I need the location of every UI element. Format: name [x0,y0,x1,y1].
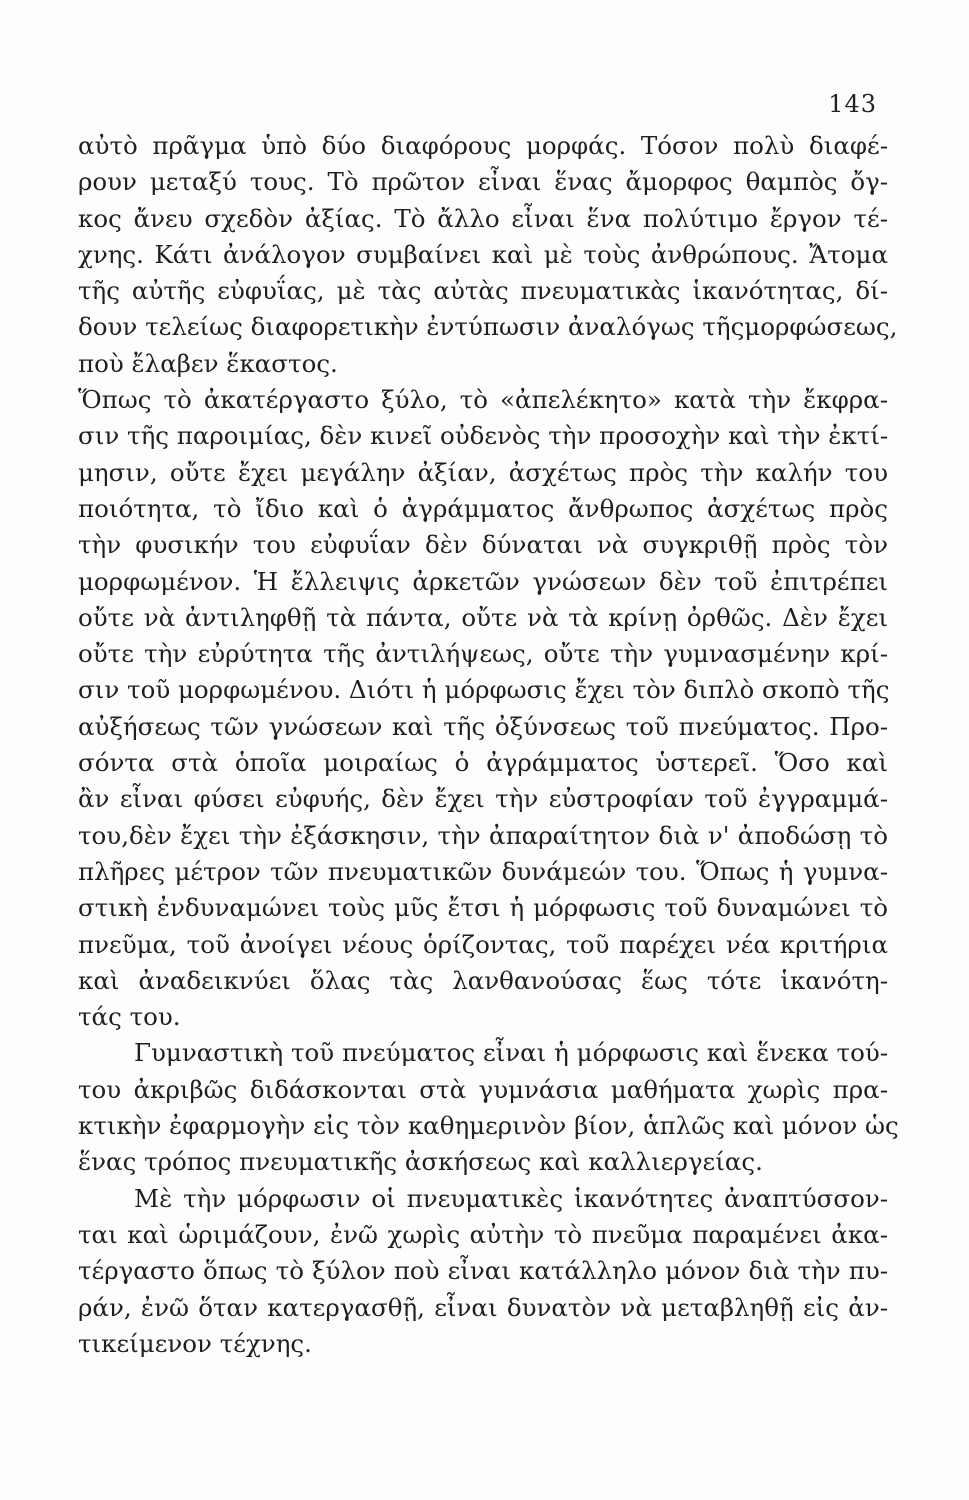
text-line: πνεῦμα, τοῦ ἀνοίγει νέους ὁρίζοντας, τοῦ παρέχει νέα κριτήρια [78,929,888,959]
body-text [78,128,899,1362]
text-line: αὐτὸ πρᾶγμα ὑπὸ δύο διαφόρους μορφάς. Τόσον πολὺ διαφέ- [78,131,888,160]
text-line: κτικὴν ἐφαρμογὴν εἰς τὸν καθημερινὸν βίον, ἁπλῶς καὶ μόνον ὡς [78,1111,899,1141]
text-line: ποὺ ἔλαβεν ἕκαστος. [78,348,338,378]
text-line: ράν, ἐνῶ ὅταν κατεργασθῇ, εἶναι δυνατὸν νὰ μεταβληθῇ εἰς ἀν- [78,1292,888,1322]
text-line: του ἀκριβῶς διδάσκονται στὰ γυμνάσια μαθήματα χωρὶς πρα- [78,1074,888,1104]
text-line: Γυμναστικὴ τοῦ πνεύματος εἶναι ἡ μόρφωσις καὶ ἕνεκα τού- [134,1038,888,1068]
text-line: πλῆρες μέτρον τῶν πνευματικῶν δυνάμεών του. Ὅπως ἡ γυμνα- [78,856,888,886]
text-line: δουν τελείως διαφορετικὴν ἐντύπωσιν ἀναλόγως τῆςμορφώσεως, [78,312,898,342]
text-line: ρουν μεταξύ τους. Τὸ πρῶτον εἶναι ἕνας ἄμορφος θαμπὸς ὄγ- [78,167,888,197]
text-line: σόντα στὰ ὁποῖα μοιραίως ὁ ἀγράμματος ὑστερεῖ. Ὅσο καὶ [78,748,888,778]
paragraph [78,128,898,382]
paragraph [78,1181,888,1362]
text-line: ποιότητα, τὸ ἴδιο καὶ ὁ ἀγράμματος ἄνθρωπος ἀσχέτως πρὸς [78,493,888,523]
text-line: καὶ ἀναδεικνύει ὅλας τὰς λανθανούσας ἕως τότε ἱκανότη- [78,965,888,995]
text-line: οὔτε τὴν εὐρύτητα τῆς ἀντιλήψεως, οὔτε τὴν γυμνασμένην κρί- [78,639,888,669]
text-line: τέργαστο ὅπως τὸ ξύλον ποὺ εἶναι κατάλληλο μόνον διὰ τὴν πυ- [78,1256,888,1286]
text-line: στικὴ ἐνδυναμώνει τοὺς μῦς ἔτσι ἡ μόρφωσις τοῦ δυναμώνει τὸ [78,893,888,923]
text-line: χνης. Κάτι ἀνάλογον συμβαίνει καὶ μὲ τοὺς ἀνθρώπους. Ἄτομα [78,239,888,269]
text-line: τάς του. [78,1002,181,1032]
text-line: τῆς αὐτῆς εὐφυΐας, μὲ τὰς αὐτὰς πνευματικὰς ἱκανότητας, δί- [78,276,888,306]
text-line: μησιν, οὔτε ἔχει μεγάλην ἀξίαν, ἀσχέτως πρὸς τὴν καλήν του [78,457,888,487]
text-line: του,δὲν ἔχει τὴν ἐξάσκησιν, τὴν ἀπαραίτητον διὰ ν' ἀποδώσῃ τὸ [78,820,888,850]
text-line: σιν τῆς παροιμίας, δὲν κινεῖ οὐδενὸς τὴν προσοχὴν καὶ τὴν ἐκτί- [78,421,889,451]
text-line: τικείμενον τέχνης. [78,1328,312,1358]
page-number: 143 [828,90,877,118]
text-line: κος ἄνευ σχεδὸν ἀξίας. Τὸ ἄλλο εἶναι ἕνα πολύτιμο ἔργον τέ- [78,203,888,233]
text-line: μορφωμένον. Ἡ ἔλλειψις ἀρκετῶν γνώσεων δὲν τοῦ ἐπιτρέπει [78,566,888,596]
paragraph [78,382,888,1035]
paragraph [78,1035,899,1180]
text-line: αὐξήσεως τῶν γνώσεων καὶ τῆς ὀξύνσεως τοῦ πνεύματος. Προ- [78,711,888,741]
text-line: σιν τοῦ μορφωμένου. Διότι ἡ μόρφωσις ἔχει τὸν διπλὸ σκοπὸ τῆς [78,675,890,705]
text-line: Μὲ τὴν μόρφωσιν οἱ πνευματικὲς ἱκανότητες ἀναπτύσσον- [134,1183,888,1213]
text-line: Ὅπως τὸ ἀκατέργαστο ξύλο, τὸ «ἀπελέκητο» κατὰ τὴν ἔκφρα- [78,385,888,415]
text-line: οὔτε νὰ ἀντιληφθῇ τὰ πάντα, οὔτε νὰ τὰ κρίνῃ ὀρθῶς. Δὲν ἔχει [78,602,888,632]
text-line: τὴν φυσικήν του εὐφυΐαν δὲν δύναται νὰ συγκριθῇ πρὸς τὸν [78,530,888,560]
text-line: ἕνας τρόπος πνευματικῆς ἀσκήσεως καὶ καλλιεργείας. [78,1147,763,1177]
text-line: ται καὶ ὡριμάζουν, ἐνῶ χωρὶς αὐτὴν τὸ πνεῦμα παραμένει ἀκα- [78,1219,888,1249]
text-line: ἂν εἶναι φύσει εὐφυής, δὲν ἔχει τὴν εὐστροφίαν τοῦ ἐγγραμμά- [78,784,888,814]
